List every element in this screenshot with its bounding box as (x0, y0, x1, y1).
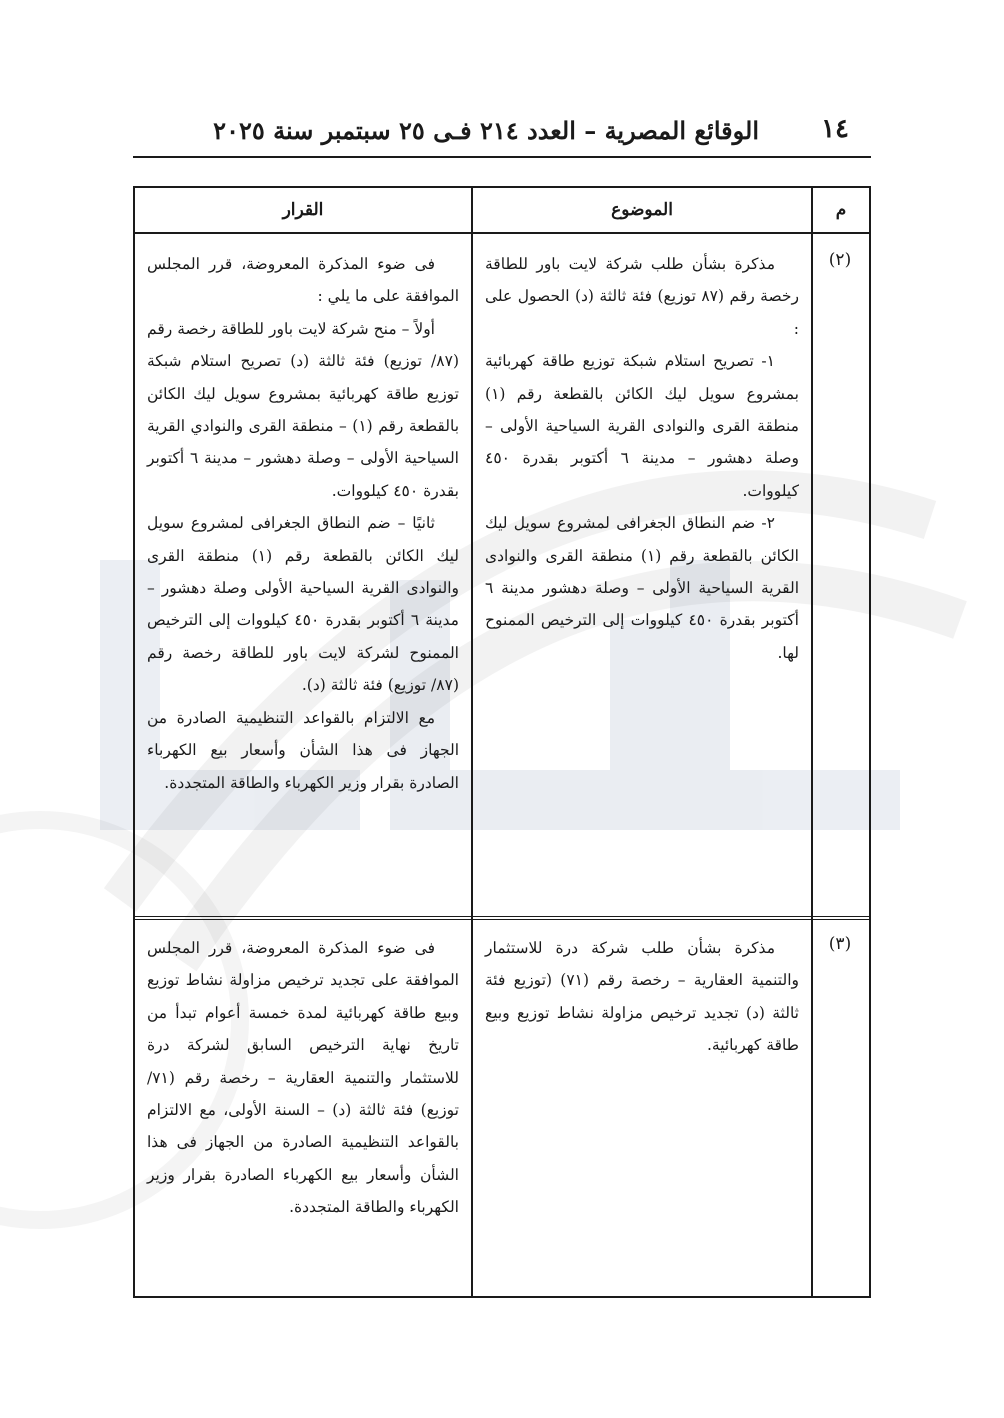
decision-paragraph: أولاً – منح شركة لايت باور للطاقة رخصة رقم (٨٧/ توزيع) فئة ثالثة (د) تصريح استلام شبكة توزيع طاقة كهربائية بمشروع سويل ليك الكائن بالقطعة رقم (١) – منطقة القرى والنوادي القرية السياحية الأولى – وصلة دهشور – مدينة ٦ أكتوبر بقدرة ٤٥٠ كيلووات. (147, 319, 460, 500)
row-number: (٣) (828, 934, 852, 954)
gazette-title: الوقائع المصرية – العدد ٢١٤ فـى ٢٥ سبتمبر سنة ٢٠٢٥ (213, 116, 759, 145)
decisions-table (133, 186, 871, 1298)
header-row-divider (135, 232, 869, 234)
subject-paragraph: ٢- ضم النطاق الجغرافى لمشروع سويل ليك الكائن بالقطعة رقم (١) منطقة القرى والنوادى القرية السياحية الأولى – وصلة دهشور مدينة ٦ أكتوبر بقدرة ٤٥٠ كيلووات إلى الترخيص الممنوح لها. (485, 514, 799, 662)
column-header-subject: الموضوع (611, 200, 673, 220)
page-header (133, 112, 871, 158)
column-header-index: م (835, 200, 847, 220)
row-decision (135, 932, 471, 1224)
row-number: (٢) (828, 250, 852, 270)
decision-paragraph: فى ضوء المذكرة المعروضة، قرر المجلس الموافقة على ما يلي : (147, 255, 459, 306)
row-subject (473, 248, 811, 669)
decision-paragraph: مع الالتزام بالقواعد التنظيمية الصادرة من الجهاز فى هذا الشأن وأسعار بيع الكهرباء الصادرة بقرار وزير الكهرباء والطاقة المتجددة. (147, 708, 459, 792)
subject-paragraph: مذكرة بشأن طلب شركة لايت باور للطاقة رخصة رقم (٨٧ توزيع) فئة ثالثة (د) الحصول على : (485, 255, 799, 338)
row-decision (135, 248, 471, 799)
column-divider (811, 188, 813, 1296)
subject-paragraph: ١- تصريح استلام شبكة توزيع طاقة كهربائية بمشروع سويل ليك الكائن بالقطعة رقم (١) منطقة القرى والنوادى القرية السياحية الأولى – وصلة دهشور – مدينة ٦ أكتوبر بقدرة ٤٥٠ كيلووات. (485, 352, 799, 500)
row-subject (473, 932, 811, 1062)
decision-paragraph: ثانيًا – ضم النطاق الجغرافى لمشروع سويل ليك الكائن بالقطعة رقم (١) منطقة القرى والنوادى القرية السياحية الأولى وصلة دهشور – مدينة ٦ أكتوبر بقدرة ٤٥٠ كيلووات إلى الترخيص الممنوح لشركة لايت باور للطاقة رخصة رقم (٨٧/ توزيع) فئة ثالثة (د). (147, 514, 459, 695)
decision-paragraph: فى ضوء المذكرة المعروضة، قرر المجلس الموافقة على تجديد ترخيص مزاولة نشاط توزيع وبيع طاقة كهربائية لمدة خمسة أعوام تبدأ من تاريخ نهاية الترخيص السابق لشركة درة للاستثمار والتنمية العقارية – رخصة رقم (٧١/ توزيع) فئة ثالثة (د) – السنة الأولى، مع الالتزام بالقواعد التنظيمية الصادرة من الجهاز فى هذا الشأن وأسعار بيع الكهرباء الصادرة بقرار وزير الكهرباء والطاقة المتجددة. (147, 939, 459, 1217)
column-header-decision: القرار (282, 200, 324, 220)
page-number: ١٤ (821, 114, 849, 144)
row-divider (135, 916, 869, 920)
subject-paragraph: مذكرة بشأن طلب شركة درة للاستثمار والتنمية العقارية – رخصة رقم (٧١) (توزيع فئة ثالثة (د) تجديد ترخيص مزاولة نشاط توزيع وبيع طاقة كهربائية. (485, 939, 799, 1055)
